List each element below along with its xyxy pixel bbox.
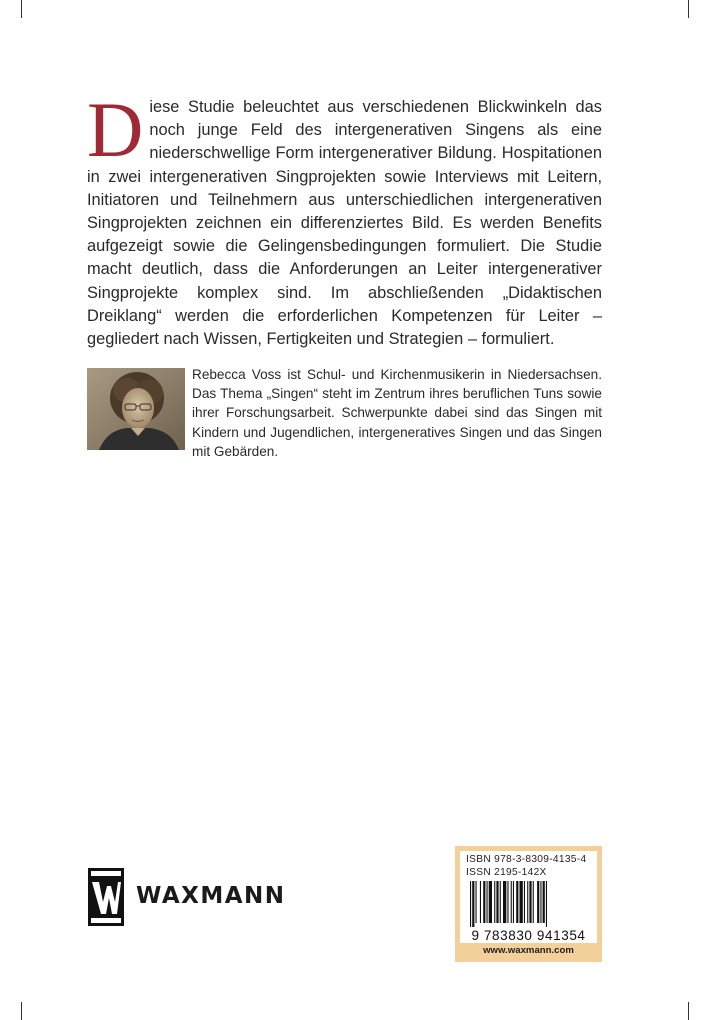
barcode-bar <box>546 881 547 927</box>
author-photo <box>87 368 185 450</box>
barcode-bar <box>480 881 481 923</box>
barcode-bar <box>529 881 531 923</box>
author-bio: Rebecca Voss ist Schul- und Kirchenmusikerin in Niedersachsen. Das Thema „Singen“ steht im Zentrum ihres beruflichen Tuns sowie ihrer Forschungsarbeit. Schwerpunkte dabei sind das Singen mit Kindern und Jugendlichen, intergeneratives Singen und das Singen mit Gebärden. <box>192 367 602 459</box>
barcode-bar <box>503 881 506 923</box>
barcode-bar <box>513 881 514 923</box>
barcode-bar <box>472 881 474 927</box>
barcode-bar <box>470 881 471 927</box>
barcode-bar <box>533 881 534 923</box>
book-description <box>87 86 602 351</box>
crop-mark-bottom-right <box>688 1002 689 1020</box>
barcode-bar <box>483 881 485 923</box>
barcode-bar <box>476 881 477 923</box>
barcode-bar <box>537 881 539 923</box>
barcode-bar <box>540 881 541 923</box>
barcode-bar <box>507 881 508 923</box>
barcode-bar <box>527 881 528 923</box>
barcode-bar <box>487 881 488 923</box>
barcode-label <box>460 851 597 943</box>
barcode-bar <box>524 881 525 923</box>
barcode-bar <box>516 881 518 923</box>
waxmann-w-logo-icon <box>88 868 124 926</box>
issn-number: ISSN 2195-142X <box>466 867 547 878</box>
barcode-digits: 9 783830 941354 <box>471 928 586 943</box>
isbn-number: ISBN 978-3-8309-4135-4 <box>466 854 587 865</box>
drop-cap: D <box>87 86 144 173</box>
barcode-bar <box>494 881 495 923</box>
barcode-bar <box>543 881 545 923</box>
barcode-bar <box>489 881 492 923</box>
crop-mark-top-left <box>21 0 22 18</box>
description-text: iese Studie beleuchtet aus verschiedenen Blickwinkeln das noch junge Feld des intergenerativen Singens als eine niederschwellige Form intergenerativer Bildung. Hospitationen in zwei intergenerativen Singprojekten sowie Interviews mit Leitern, Initiatoren und Teilnehmern aus unterschiedlichen intergenerativen Singprojekten zeichnen ein differenziertes Bild. Es werden Benefits aufgezeigt sowie die Gelingensbedingungen formuliert. Die Studie macht deutlich, dass die Anforderungen an Leiter intergenerativer Singprojekte komplex sind. Im abschließenden „Didaktischen Dreiklang“ werden die erforderlichen Kompetenzen für Leiter – gegliedert nach Wissen, Fertigkeiten und Strategien – formuliert. <box>87 98 602 349</box>
barcode-bar <box>511 881 512 923</box>
barcode-bars <box>464 881 593 927</box>
barcode-panel <box>455 846 602 962</box>
barcode-bar <box>520 881 523 923</box>
crop-mark-bottom-left <box>21 1002 22 1020</box>
barcode-bar <box>500 881 501 923</box>
publisher-name: WAXMANN <box>136 883 286 909</box>
crop-mark-top-right <box>688 0 689 18</box>
publisher-website: www.waxmann.com <box>483 945 574 956</box>
author-portrait-image <box>87 368 185 450</box>
barcode-bar <box>496 881 498 923</box>
